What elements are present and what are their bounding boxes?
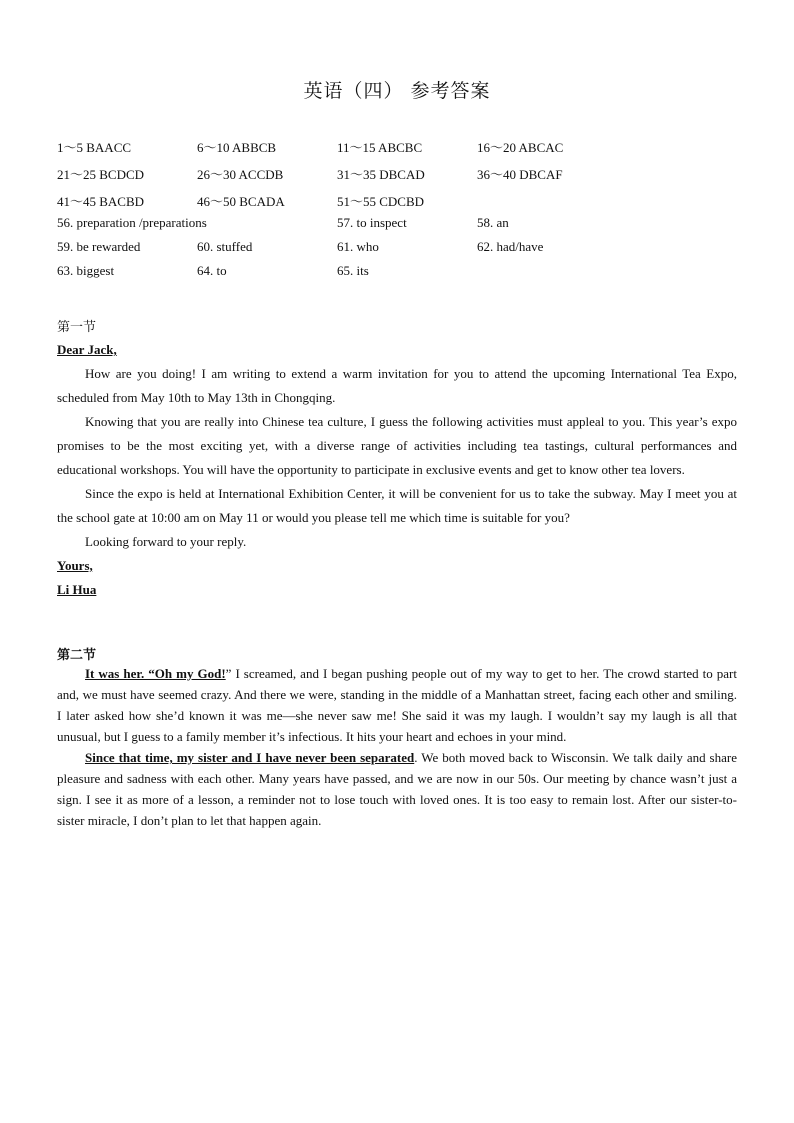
answer-cell: 36～40 DBCAF: [477, 167, 563, 182]
answer-cell: 58. an: [477, 215, 509, 230]
answer-cell: 6～10 ABBCB: [197, 140, 277, 155]
answer-cell: 31～35 DBCAD: [337, 167, 425, 182]
paragraph: Knowing that you are really into Chinese tea culture, I guess the following activities must appleal to you. This year’s expo promises to be the most exciting yet, with a diverse range of activities including tea tastings, cultural performances and educational workshops. You will have the opportunity to participate in exclusive events and get to know other tea lovers.: [57, 414, 737, 477]
answer-cell: 61. who: [337, 239, 379, 254]
paragraph: How are you doing! I am writing to extend a warm invitation for you to attend the upcoming International Tea Expo, scheduled from May 10th to May 13th in Chongqing.: [57, 366, 737, 405]
answer-cell: 60. stuffed: [197, 239, 253, 254]
paragraph: [57, 663, 737, 747]
salutation: Dear Jack,: [57, 342, 117, 357]
lead-sentence: It was her. “Oh my God!: [85, 666, 226, 681]
answer-cell: 16～20 ABCAC: [477, 140, 564, 155]
paragraph: Looking forward to your reply.: [85, 534, 247, 549]
answer-cell: 1～5 BAACC: [57, 140, 132, 155]
paragraph-text: . We both moved back to Wisconsin. We talk daily and share pleasure and sadness with each other. Many years have passed, and we are now in our 50s. Our meeting by chance wasn’t just a sign. I see it as more of a lesson, a reminder not to lose touch with loved ones. It is too easy to remain lost. After our sister-to-sister miracle, I don’t plan to let that happen again.: [57, 750, 737, 828]
closing: Yours,: [57, 558, 93, 573]
paragraph: Since the expo is held at International Exhibition Center, it will be convenient for us to take the subway. May I meet you at the school gate at 10:00 am on May 11 or would you please tell me which time is suitable for you?: [57, 486, 737, 525]
section-heading: 第二节: [57, 648, 97, 663]
letter-body: [57, 338, 737, 602]
answer-cell: 26～30 ACCDB: [197, 167, 284, 182]
answer-cell: 62. had/have: [477, 239, 544, 254]
answer-cell: 57. to inspect: [337, 215, 407, 230]
answer-cell: 65. its: [337, 263, 369, 278]
answer-cell: 11～15 ABCBC: [337, 140, 423, 155]
lead-sentence: Since that time, my sister and I have never been separated: [85, 750, 415, 765]
answer-cell: 51～55 CDCBD: [337, 194, 425, 209]
answer-cell: 64. to: [197, 263, 227, 278]
answer-cell: 59. be rewarded: [57, 239, 141, 254]
answer-cell: 56. preparation /preparations: [57, 215, 207, 230]
answer-cell: 41～45 BACBD: [57, 194, 145, 209]
answer-cell: 63. biggest: [57, 263, 115, 278]
story-body: [57, 663, 737, 831]
paragraph: [57, 747, 737, 831]
section-heading: 第一节: [57, 320, 97, 335]
answer-cell: 46～50 BCADA: [197, 194, 285, 209]
signature: Li Hua: [57, 582, 97, 597]
answer-cell: 21～25 BCDCD: [57, 167, 145, 182]
page-title: 英语（四） 参考答案: [303, 80, 491, 102]
paragraph-text: ” I screamed, and I began pushing people out of my way to get to her. The crowd started to part and, we must have seemed crazy. And there we were, standing in the middle of a Manhattan street, facing each other and smiling. I later asked how she’d known it was me—she never saw me! She said it was my laugh. I wouldn’t say my laugh is all that unusual, but I guess to a family member it’s infectious. It hits your heart and echoes in your mind.: [57, 666, 737, 744]
